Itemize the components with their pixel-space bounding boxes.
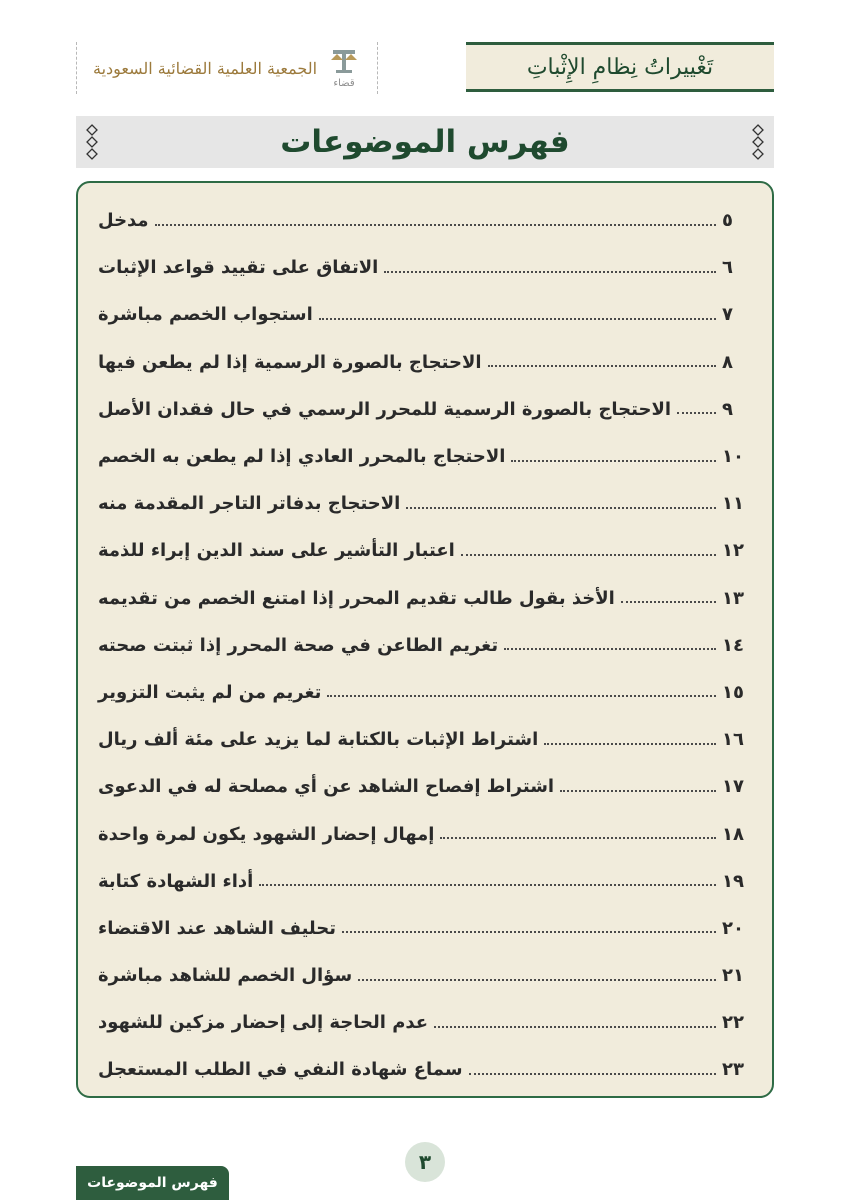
toc-dot-leader (259, 884, 716, 886)
toc-dot-leader (461, 554, 716, 556)
toc-entry[interactable] (98, 244, 752, 291)
toc-dot-leader (155, 224, 716, 226)
page-title-band (76, 116, 774, 168)
toc-entry-title: مدخل (98, 210, 149, 232)
organization-logo (76, 42, 378, 94)
toc-entry-page: ٢٠ (722, 917, 744, 939)
toc-entry[interactable] (98, 527, 752, 574)
toc-entry-title: تغريم من لم يثبت التزوير (98, 681, 322, 703)
toc-dot-leader (544, 743, 716, 745)
scales-emblem (327, 48, 361, 89)
toc-entry-page: ١٥ (722, 681, 744, 703)
toc-entry-page: ١٦ (722, 729, 744, 751)
toc-entry-title: اعتبار التأشير على سند الدين إبراء للذمة (98, 540, 455, 562)
toc-dot-leader (342, 931, 716, 933)
book-title: تَغْييراتُ نِظامِ الإِثْباتِ (526, 54, 714, 80)
toc-entry-title: الاحتجاج بالصورة الرسمية للمحرر الرسمي في حال فقدان الأصل (98, 398, 672, 420)
toc-dot-leader (358, 979, 716, 981)
toc-dot-leader (677, 412, 716, 414)
ornament-right-icon (752, 124, 764, 160)
toc-dot-leader (384, 271, 716, 273)
toc-entry-page: ٢٢ (722, 1012, 744, 1034)
toc-dot-leader (319, 318, 716, 320)
toc-entry[interactable] (98, 858, 752, 905)
toc-list (78, 197, 772, 1094)
toc-entry-title: تغريم الطاعن في صحة المحرر إذا ثبتت صحته (98, 634, 499, 656)
toc-entry-title: عدم الحاجة إلى إحضار مزكين للشهود (98, 1012, 429, 1034)
toc-entry[interactable] (98, 763, 752, 810)
toc-entry-page: ٦ (722, 257, 733, 279)
toc-entry-title: الاحتجاج بدفاتر التاجر المقدمة منه (98, 493, 401, 515)
organization-short-name: قضاء (333, 77, 355, 89)
toc-entry-title: استجواب الخصم مباشرة (98, 304, 313, 326)
page-number (405, 1142, 445, 1182)
page-title: فهرس الموضوعات (280, 124, 570, 160)
toc-dot-leader (434, 1026, 716, 1028)
toc-entry[interactable] (98, 197, 752, 244)
toc-entry-page: ١٧ (722, 776, 744, 798)
toc-dot-leader (621, 601, 716, 603)
toc-entry-page: ٥ (722, 210, 733, 232)
toc-entry-page: ٢١ (722, 965, 744, 987)
scales-icon (327, 48, 361, 76)
organization-name: الجمعية العلمية القضائية السعودية (92, 58, 318, 78)
table-of-contents (76, 181, 774, 1098)
toc-entry-page: ١٩ (722, 870, 744, 892)
toc-entry-title: الاحتجاج بالمحرر العادي إذا لم يطعن به الخصم (98, 446, 506, 468)
toc-entry[interactable] (98, 480, 752, 527)
toc-entry-page: ٧ (722, 304, 733, 326)
toc-entry-title: سؤال الخصم للشاهد مباشرة (98, 965, 353, 987)
toc-entry[interactable] (98, 622, 752, 669)
toc-entry[interactable] (98, 669, 752, 716)
toc-entry[interactable] (98, 999, 752, 1046)
toc-entry-title: الاتفاق على تقييد قواعد الإثبات (98, 257, 379, 279)
toc-entry-page: ٩ (722, 398, 733, 420)
toc-entry[interactable] (98, 716, 752, 763)
toc-entry-page: ١٠ (722, 446, 744, 468)
toc-dot-leader (406, 507, 716, 509)
toc-dot-leader (440, 837, 716, 839)
toc-entry[interactable] (98, 339, 752, 386)
ornament-left-icon (86, 124, 98, 160)
toc-entry-title: الاحتجاج بالصورة الرسمية إذا لم يطعن فيها (98, 351, 482, 373)
toc-entry-page: ١٣ (722, 587, 744, 609)
toc-entry-title: اشتراط الإثبات بالكتابة لما يزيد على مئة ألف ريال (98, 729, 539, 751)
toc-dot-leader (504, 648, 716, 650)
toc-dot-leader (488, 365, 716, 367)
toc-entry-page: ١٤ (722, 634, 744, 656)
toc-entry-page: ١٨ (722, 823, 744, 845)
toc-entry[interactable] (98, 291, 752, 338)
toc-entry[interactable] (98, 386, 752, 433)
toc-entry-title: سماع شهادة النفي في الطلب المستعجل (98, 1059, 463, 1081)
toc-entry[interactable] (98, 810, 752, 857)
toc-entry-page: ٨ (722, 351, 733, 373)
toc-entry-page: ١١ (722, 493, 744, 515)
toc-dot-leader (327, 695, 716, 697)
toc-entry-title: اشتراط إفصاح الشاهد عن أي مصلحة له في الدعوى (98, 776, 555, 798)
footer-section-label: فهرس الموضوعات (87, 1175, 218, 1191)
toc-entry-title: الأخذ بقول طالب تقديم المحرر إذا امتنع الخصم من تقديمه (98, 587, 615, 609)
toc-entry-title: إمهال إحضار الشهود يكون لمرة واحدة (98, 823, 435, 845)
page-number-text: ٣ (418, 1150, 432, 1174)
toc-entry-page: ٢٣ (722, 1059, 744, 1081)
header-title-box (466, 42, 774, 92)
footer-section-tab (76, 1166, 229, 1200)
toc-entry-title: أداء الشهادة كتابة (98, 870, 254, 892)
toc-entry[interactable] (98, 433, 752, 480)
toc-entry-page: ١٢ (722, 540, 744, 562)
toc-entry[interactable] (98, 905, 752, 952)
toc-entry-title: تحليف الشاهد عند الاقتضاء (98, 917, 336, 939)
toc-entry[interactable] (98, 1046, 752, 1093)
toc-dot-leader (469, 1073, 716, 1075)
toc-entry[interactable] (98, 575, 752, 622)
toc-entry[interactable] (98, 952, 752, 999)
toc-dot-leader (560, 790, 716, 792)
toc-dot-leader (511, 460, 716, 462)
